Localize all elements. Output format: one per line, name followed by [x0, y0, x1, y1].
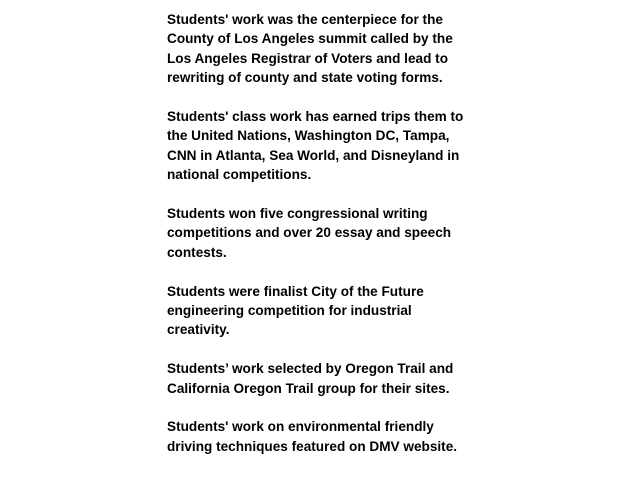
text-line: competitions and over 20 essay and speech	[167, 225, 452, 241]
text-line: creativity.	[167, 322, 230, 338]
text-line: California Oregon Trail group for their sites.	[167, 380, 450, 396]
text-line: national competitions.	[167, 167, 312, 183]
paragraph-dmv	[167, 417, 507, 456]
paragraph-competitions	[167, 204, 507, 262]
text-line: rewriting of county and state voting forms.	[167, 70, 443, 86]
paragraph-city-of-future	[167, 282, 507, 340]
text-line: Students won five congressional writing	[167, 206, 428, 222]
text-line: Students’ work selected by Oregon Trail and	[167, 361, 454, 377]
text-line: County of Los Angeles summit called by the	[167, 31, 453, 47]
text-line: Los Angeles Registrar of Voters and lead to	[167, 50, 448, 66]
text-line: Students' work on environmental friendly	[167, 419, 434, 435]
text-line: the United Nations, Washington DC, Tampa,	[167, 128, 450, 144]
text-line: Students were finalist City of the Future	[167, 283, 424, 299]
paragraph-oregon-trail	[167, 359, 507, 398]
text-line: contests.	[167, 244, 227, 260]
text-line: Students' work was the centerpiece for the	[167, 12, 443, 27]
text-line: Students' class work has earned trips them to	[167, 109, 464, 125]
text-line: engineering competition for industrial	[167, 303, 412, 319]
paragraph-trips	[167, 107, 507, 185]
text-line: CNN in Atlanta, Sea World, and Disneyland in	[167, 147, 460, 163]
paragraph-voting-forms	[167, 10, 507, 88]
achievements-text-block	[167, 10, 507, 476]
text-line: driving techniques featured on DMV website.	[167, 438, 458, 454]
